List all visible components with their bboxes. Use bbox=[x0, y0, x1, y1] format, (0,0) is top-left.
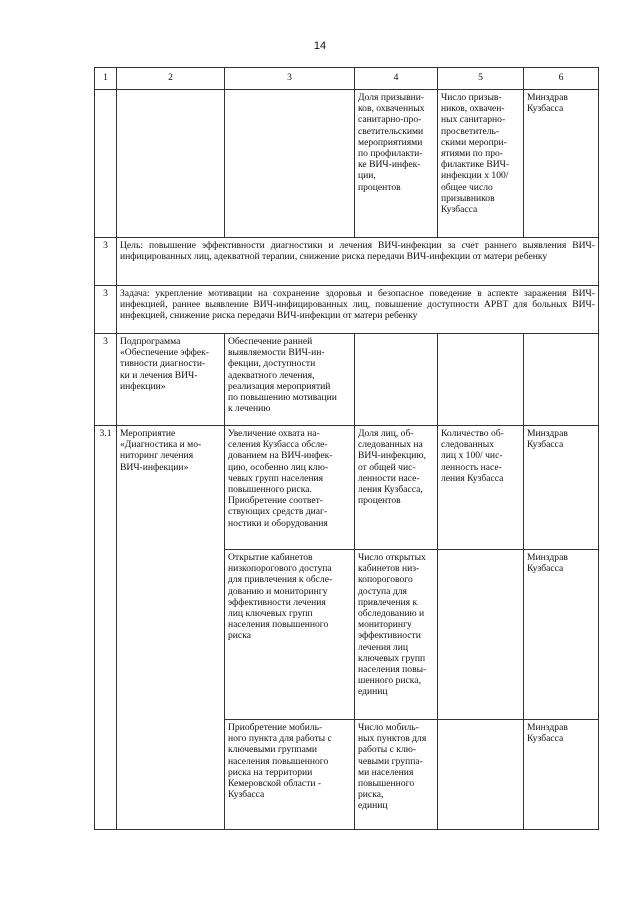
row-number-cell bbox=[95, 90, 117, 238]
indicator-cell bbox=[355, 334, 438, 426]
indicator-cell: Доля призывни- ков, охваченных санитарно-про- светительскими мероприятиями по профилакти- ке ВИЧ-инфек- ции, процентов bbox=[355, 90, 438, 238]
formula-cell: Число призыв- ников, охвачен- ных санитарно- просветитель- скими меропри- ятиями по про- филактике ВИЧ- инфекции х 100/ общее число призывников Кузбасса bbox=[438, 90, 524, 238]
goal-text: Цель: повышение эффективности диагностики и лечения ВИЧ-инфекции за счет раннего выявления ВИЧ-инфицированных лиц, адекватной терапии, снижение риска передачи ВИЧ-инфекции от матери ребенку bbox=[117, 238, 599, 286]
responsible-cell: Минздрав Кузбасса bbox=[524, 550, 599, 720]
responsible-cell: Минздрав Кузбасса bbox=[524, 720, 599, 830]
goal-row bbox=[95, 238, 599, 286]
row-number-cell: 3 bbox=[95, 238, 117, 286]
column-header: 1 bbox=[95, 68, 117, 90]
program-table bbox=[94, 67, 599, 830]
indicator-cell: Доля лиц, об- следованных на ВИЧ-инфекцию, от общей чис- ленности насе- ления Кузбасса, процентов bbox=[355, 426, 438, 550]
formula-cell bbox=[438, 550, 524, 720]
responsible-cell bbox=[524, 334, 599, 426]
row-number-cell: 3.1 bbox=[95, 426, 117, 830]
responsible-cell: Минздрав Кузбасса bbox=[524, 426, 599, 550]
task-text: Задача: укрепление мотивации на сохранение здоровья и безопасное поведение в аспекте заражения ВИЧ-инфекцией, раннее выявление ВИЧ-инфицированных лиц, повышение доступности АРВТ для больных ВИЧ-инфекцией, снижение риска передачи ВИЧ-инфекции от матери ребенку bbox=[117, 286, 599, 334]
formula-cell bbox=[438, 720, 524, 830]
description-cell: Открытие кабинетов низкопорогового доступа для привлечения к обсле- дованию и мониторингу эффективности лечения лиц ключевых групп населения повышенного риска bbox=[225, 550, 355, 720]
name-cell bbox=[117, 90, 225, 238]
description-cell: Обеспечение ранней выявляемости ВИЧ-ин- фекции, доступности адекватного лечения, реализация мероприятий по повышению мотивации к лечению bbox=[225, 334, 355, 426]
table-row bbox=[95, 90, 599, 238]
column-header: 5 bbox=[438, 68, 524, 90]
description-cell: Приобретение мобиль- ного пункта для работы с ключевыми группами населения повышенного риска на территории Кемеровской области - Кузбасса bbox=[225, 720, 355, 830]
subprogram-row bbox=[95, 334, 599, 426]
column-header: 6 bbox=[524, 68, 599, 90]
row-number-cell: 3 bbox=[95, 286, 117, 334]
description-cell: Увеличение охвата на- селения Кузбасса обсле- дованием на ВИЧ-инфек- цию, особенно лиц клю- чевых групп населения повышенного риска. Приобретение соответ- ствующих средств диаг- ностики и оборудования bbox=[225, 426, 355, 550]
column-header: 4 bbox=[355, 68, 438, 90]
indicator-cell: Число открытых кабинетов низ- копорогового доступа для привлечения к обследованию и мониторингу эффективности лечения лиц ключевых групп населения повы- шенного риска, единиц bbox=[355, 550, 438, 720]
formula-cell: Количество об- следованных лиц х 100/ чис- ленность насе- ления Кузбасса bbox=[438, 426, 524, 550]
responsible-cell: Минздрав Кузбасса bbox=[524, 90, 599, 238]
formula-cell bbox=[438, 334, 524, 426]
column-header: 3 bbox=[225, 68, 355, 90]
column-header: 2 bbox=[117, 68, 225, 90]
name-cell: Подпрограмма «Обеспечение эффек- тивности диагности- ки и лечения ВИЧ- инфекции» bbox=[117, 334, 225, 426]
task-row bbox=[95, 286, 599, 334]
page-number: 14 bbox=[313, 40, 327, 52]
table-header-row bbox=[95, 68, 599, 90]
name-cell: Мероприятие «Диагностика и мо- ниторинг лечения ВИЧ-инфекции» bbox=[117, 426, 225, 830]
description-cell bbox=[225, 90, 355, 238]
indicator-cell: Число мобиль- ных пунктов для работы с клю- чевыми группа- ми населения повышенного риска, единиц bbox=[355, 720, 438, 830]
row-number-cell: 3 bbox=[95, 334, 117, 426]
measure-row bbox=[95, 426, 599, 550]
